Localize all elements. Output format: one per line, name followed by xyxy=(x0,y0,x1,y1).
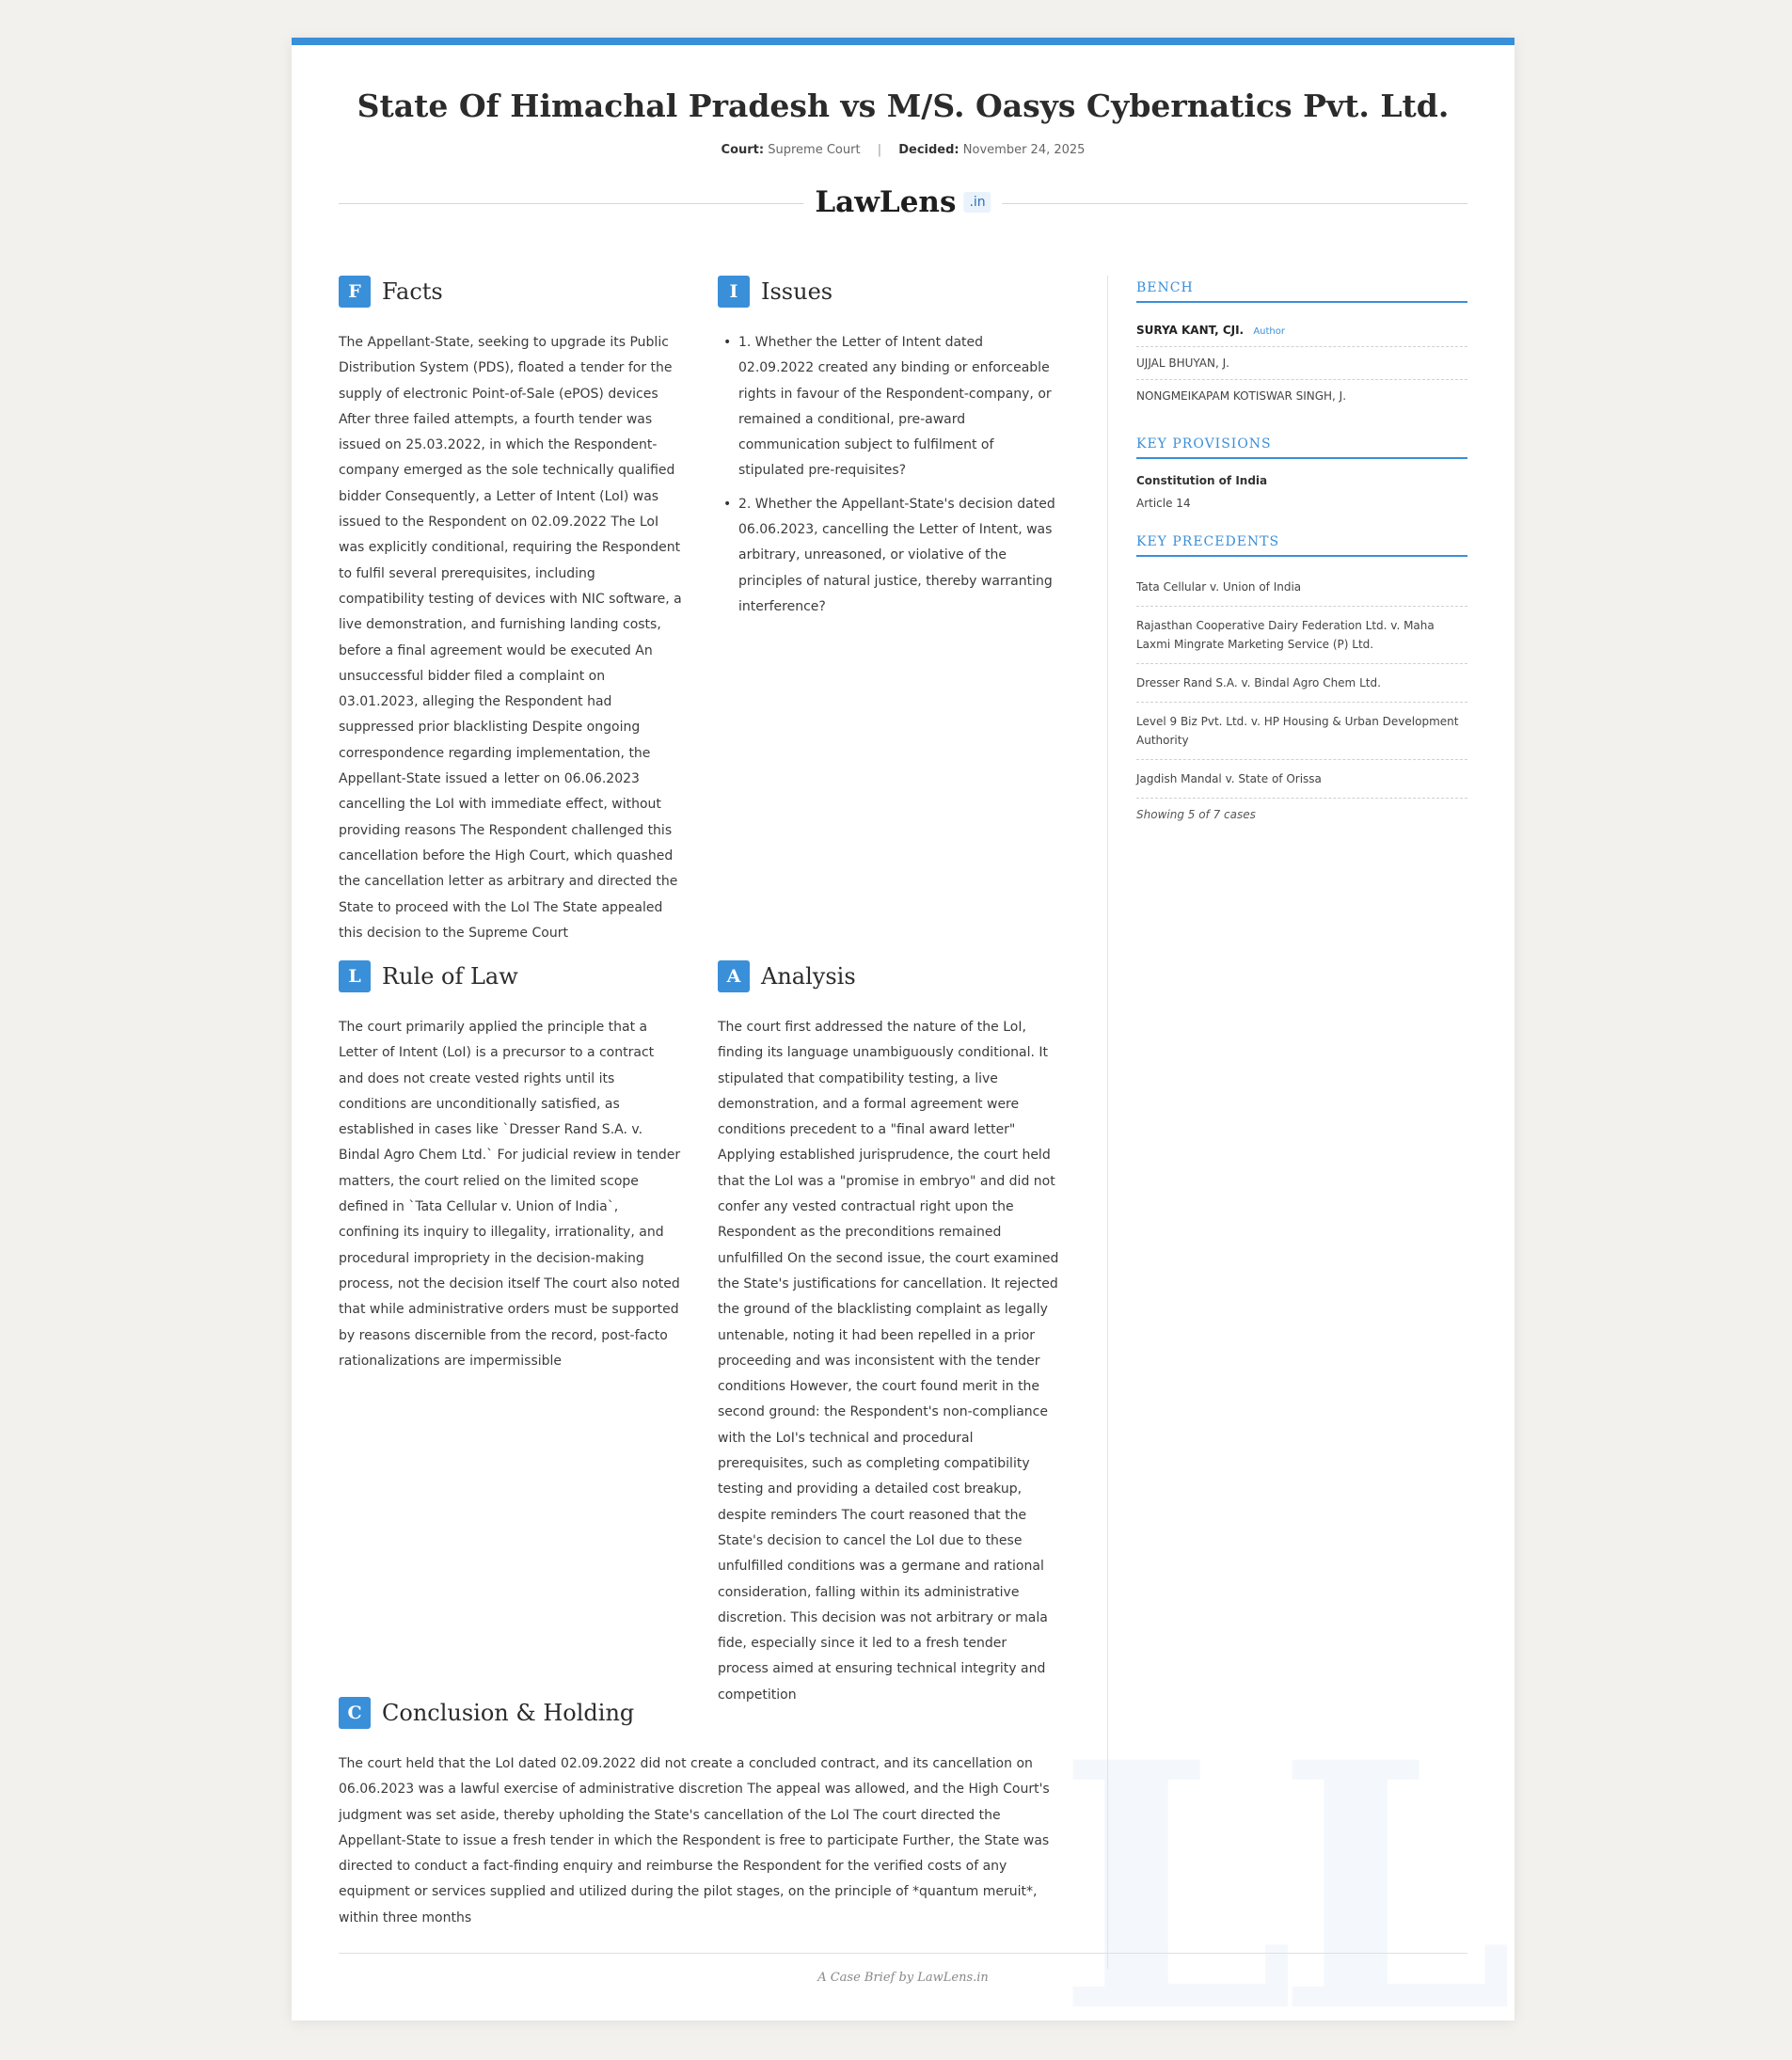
precedents-block xyxy=(1136,534,1467,821)
precedents-title: KEY PRECEDENTS xyxy=(1136,534,1467,557)
rule-title: Rule of Law xyxy=(382,963,518,990)
precedents-list xyxy=(1136,568,1467,799)
page-footer: A Case Brief by LawLens.in xyxy=(339,1953,1467,1985)
facts-body: The Appellant-State, seeking to upgrade its Public Distribution System (PDS), floated a tender for the supply of electronic Point-of-Sale (ePOS) devices After three failed attempts, a fourth tender was issued on 25.03.2022, in which the Respondent-company emerged as the sole technically qualified bidder Consequently, a Letter of Intent (LoI) was issued to the Respondent on 02.09.2022 The LoI was explicitly conditional, requiring the Respondent to fulfil several prerequisites, including compatibility testing of devices with NIC software, a live demonstration, and furnishing landing costs, before a final agreement would be executed An unsuccessful bidder filed a complaint on 03.01.2023, alleging the Respondent had suppressed prior blacklisting Despite ongoing correspondence regarding implementation, the Appellant-State issued a letter on 06.06.2023 cancelling the LoI with immediate effect, without providing reasons The Respondent challenged this cancellation before the High Court, which quashed the cancellation letter as arbitrary and directed the State to proceed with the LoI The State appealed this decision to the Supreme Court xyxy=(339,335,682,941)
case-brief-page xyxy=(292,38,1514,2020)
analysis-title: Analysis xyxy=(761,963,856,990)
brand-logo[interactable] xyxy=(803,185,1002,219)
judge-item xyxy=(1136,347,1467,380)
precedent-item[interactable]: Jagdish Mandal v. State of Orissa xyxy=(1136,760,1467,799)
sidebar-divider xyxy=(1107,276,1108,1969)
case-meta xyxy=(292,143,1514,157)
author-tag: Author xyxy=(1253,326,1285,337)
judge-name: UJJAL BHUYAN, J. xyxy=(1136,357,1229,370)
court-value: Supreme Court xyxy=(768,143,861,157)
provisions-block xyxy=(1136,436,1467,510)
facts-badge: F xyxy=(339,276,371,308)
sidebar xyxy=(1136,280,1467,846)
court-label: Court: xyxy=(721,143,765,157)
facts-header xyxy=(339,276,682,308)
provision-act: Constitution of India xyxy=(1136,474,1268,487)
issues-section xyxy=(718,276,1060,627)
page-title: State Of Himachal Pradesh vs M/S. Oasys Cybernatics Pvt. Ltd. xyxy=(357,87,1450,124)
conclusion-body: The court held that the LoI dated 02.09.2022 did not create a concluded contract, and its cancellation on 06.06.2023 was a lawful exercise of administrative discretion The appeal was allowed, and the High Court's judgment was set aside, thereby upholding the State's cancellation of the LoI The court directed the Appellant-State to issue a fresh tender in which the Respondent is free to participate Further, the State was directed to conduct a fact-finding enquiry and reimburse the Respondent for the verified costs of any equipment or services supplied and utilized during the pilot stages, on the principle of *quantum meruit*, within three months xyxy=(339,1756,1050,1925)
judge-name: NONGMEIKAPAM KOTISWAR SINGH, J. xyxy=(1136,389,1347,403)
analysis-section xyxy=(718,960,1060,1708)
issues-title: Issues xyxy=(761,278,833,305)
page-header xyxy=(292,45,1514,157)
analysis-badge: A xyxy=(718,960,750,992)
conclusion-header xyxy=(339,1697,1060,1729)
provisions-title: KEY PROVISIONS xyxy=(1136,436,1467,459)
bench-title: BENCH xyxy=(1136,280,1467,303)
decided-value: November 24, 2025 xyxy=(962,143,1086,157)
rule-badge: L xyxy=(339,960,371,992)
analysis-header xyxy=(718,960,1060,992)
rule-header xyxy=(339,960,682,992)
bench-list xyxy=(1136,314,1467,412)
watermark-logo: LL xyxy=(1056,1688,1496,2020)
issue-item: • 1. Whether the Letter of Intent dated 02.09.2022 created any binding or enforceable rights in favour of the Respondent-company, or remained a conditional, pre-award communication subject to fulfilment of stipulated pre-requisites? xyxy=(723,330,1060,484)
precedent-item[interactable]: Dresser Rand S.A. v. Bindal Agro Chem Ltd. xyxy=(1136,664,1467,703)
judge-item xyxy=(1136,380,1467,412)
issues-badge: I xyxy=(718,276,750,308)
brand-row xyxy=(339,185,1467,223)
conclusion-badge: C xyxy=(339,1697,371,1729)
bench-block xyxy=(1136,280,1467,412)
precedents-count: Showing 5 of 7 cases xyxy=(1136,808,1256,821)
precedent-item[interactable]: Level 9 Biz Pvt. Ltd. v. HP Housing & Urban Development Authority xyxy=(1136,703,1467,760)
brand-name: LawLens xyxy=(815,185,957,219)
issue-item: • 2. Whether the Appellant-State's decision dated 06.06.2023, cancelling the Letter of Intent, was arbitrary, unreasoned, or violative of the principles of natural justice, thereby warranting interference? xyxy=(723,492,1060,620)
facts-section xyxy=(339,276,682,946)
judge-item xyxy=(1136,314,1467,347)
decided-label: Decided: xyxy=(898,143,959,157)
precedent-item[interactable]: Tata Cellular v. Union of India xyxy=(1136,568,1467,607)
facts-title: Facts xyxy=(382,278,443,305)
issues-list xyxy=(718,330,1060,620)
meta-separator: | xyxy=(877,143,882,157)
issues-header xyxy=(718,276,1060,308)
conclusion-title: Conclusion & Holding xyxy=(382,1700,635,1726)
analysis-body: The court first addressed the nature of the LoI, finding its language unambiguously conditional. It stipulated that compatibility testing, a live demonstration, and a formal agreement were conditions precedent to a "final award letter" Applying established jurisprudence, the court held that the LoI was a "promise in embryo" and did not confer any vested contractual right upon the Respondent as the preconditions remained unfulfilled On the second issue, the court examined the State's justifications for cancellation. It rejected the ground of the blacklisting complaint as legally untenable, noting it had been repelled in a prior proceeding and was inconsistent with the tender conditions However, the court found merit in the second ground: the Respondent's non-compliance with the LoI's technical and procedural prerequisites, such as completing compatibility testing and providing a detailed cost breakup, despite reminders The court reasoned that the State's decision to cancel the LoI due to these unfulfilled conditions was a germane and rational consideration, falling within its administrative discretion. This decision was not arbitrary or mala fide, especially since it led to a fresh tender process aimed at ensuring technical integrity and competition xyxy=(718,1020,1059,1703)
conclusion-section xyxy=(339,1697,1060,1931)
judge-name: SURYA KANT, CJI. xyxy=(1136,324,1245,337)
precedent-item[interactable]: Rajasthan Cooperative Dairy Federation Ltd. v. Maha Laxmi Mingrate Marketing Service (P) Ltd. xyxy=(1136,607,1467,664)
rule-section xyxy=(339,960,682,1374)
brand-tld: .in xyxy=(963,192,991,213)
provision-article: Article 14 xyxy=(1136,497,1191,510)
rule-body: The court primarily applied the principle that a Letter of Intent (LoI) is a precursor to a contract and does not create vested rights until its conditions are unconditionally satisfied, as established in cases like `Dresser Rand S.A. v. Bindal Agro Chem Ltd.` For judicial review in tender matters, the court relied on the limited scope defined in `Tata Cellular v. Union of India`, confining its inquiry to illegality, irrationality, and procedural impropriety in the decision-making process, not the decision itself The court also noted that while administrative orders must be supported by reasons discernible from the record, post-facto rationalizations are impermissible xyxy=(339,1020,681,1369)
